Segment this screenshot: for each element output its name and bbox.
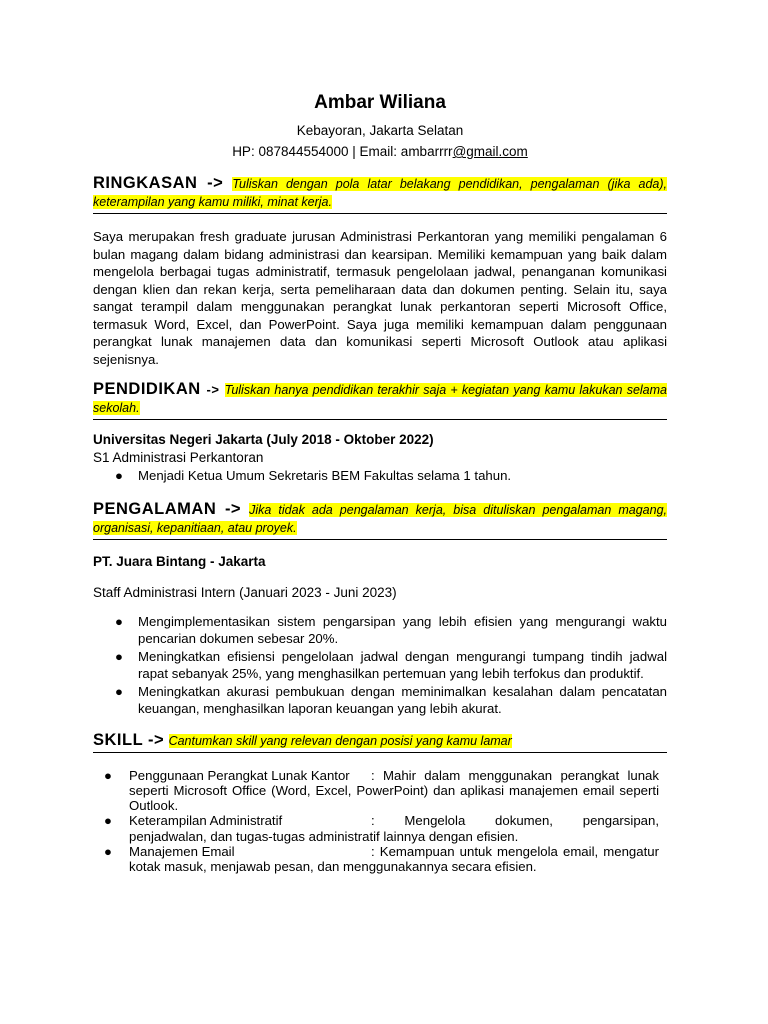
bullet-icon: ● [104,843,112,859]
summary-header [93,174,667,214]
summary-body: Saya merupakan fresh graduate jurusan Administrasi Perkantoran yang memiliki pengalaman 6 bulan magang dalam bidang administrasi dan kearsipan. Memiliki kemampuan yang baik dalam mengelola berbagai tugas administratif, termasuk pengelolaan jadwal, penanganan komunikasi dengan klien dan rekan kerja, serta pemeliharaan data dan dokumen penting. Selain itu, saya sangat terampil dalam menggunakan perangkat lunak perkantoran seperti Microsoft Office, termasuk Word, Excel, dan PowerPoint. Saya juga memiliki kemampuan dalam penggunaan perangkat lunak manajemen data dan komunikasi seperti Microsoft Outlook atau aplikasi sejenisnya. [93,229,667,367]
list-item: ● Meningkatkan efisiensi pengelolaan jadwal dengan mengurangi tumpang tindih jadwal rapat sebanyak 25%, yang menghasilkan pertemuan yang lebih terfokus dan produktif. [115,648,667,681]
education-title: PENDIDIKAN -> [93,380,220,398]
summary-hint: Tuliskan dengan pola latar belakang pendidikan, pengalaman (jika ada), keterampilan yang kamu miliki, minat kerja. [93,177,667,209]
skill-name: Penggunaan Perangkat Lunak Kantor [129,767,350,783]
experience-hint: Jika tidak ada pengalaman kerja, bisa dituliskan pengalaman magang, organisasi, kepanitiaan, atau proyek. [93,502,667,535]
summary-title: RINGKASAN -> [93,174,224,192]
skill-list [93,768,667,875]
list-item [93,768,667,814]
education-header [93,380,667,420]
contact-line [93,141,667,162]
experience-company: PT. Juara Bintang - Jakarta [93,553,266,569]
education-school: Universitas Negeri Jakarta (July 2018 - Oktober 2022) [93,432,434,447]
experience-list [93,613,667,718]
contact-text: HP: 087844554000 | Email: ambarrrr [232,144,453,159]
list-item: ● Menjadi Ketua Umum Sekretaris BEM Fakultas selama 1 tahun. [115,468,512,483]
bullet-icon: ● [115,683,123,699]
education-degree: S1 Administrasi Perkantoran [93,450,264,465]
bullet-icon: ● [115,468,123,483]
skill-name: Manajemen Email [129,843,235,859]
location: Kebayoran, Jakarta Selatan [296,123,464,138]
bullet-icon: ● [115,648,123,664]
education-list [93,467,667,485]
education-hint: Tuliskan hanya pendidikan terakhir saja + kegiatan yang kamu lakukan selama sekolah. [93,383,667,415]
experience-role: Staff Administrasi Intern (Januari 2023 - Juni 2023) [93,584,397,600]
experience-title: PENGALAMAN -> [93,499,242,518]
skill-desc: : Kemampuan untuk mengelola email, mengatur kotak masuk, menjawab pesan, dan menggunakannya secara efisien. [129,843,659,875]
experience-header [93,500,667,540]
bullet-icon: ● [104,767,112,783]
bullet-icon: ● [115,613,123,629]
list-item: ● Mengimplementasikan sistem pengarsipan yang lebih efisien yang mengurangi waktu pencarian dokumen sebesar 20%. [115,613,667,646]
candidate-name: Ambar Wiliana [314,92,446,113]
skill-desc: : Mengelola dokumen, pengarsipan, penjadwalan, dan tugas-tugas administratif lainnya dengan efisien. [129,813,659,844]
list-item [93,844,667,875]
resume-page [93,92,667,875]
list-item: ● Meningkatkan akurasi pembukuan dengan meminimalkan kesalahan dalam pencatatan keuangan, menghasilkan laporan keuangan yang lebih akurat. [115,683,667,716]
email-link[interactable]: @gmail.com [452,144,528,159]
list-item [93,813,667,844]
skill-title: SKILL -> [93,730,165,749]
skill-desc: : Mahir dalam menggunakan perangkat lunak seperti Microsoft Office (Word, Excel, PowerPoint) dan aplikasi manajemen email seperti Outlook. [129,767,659,814]
bullet-icon: ● [104,813,112,829]
skill-header [93,731,667,753]
skill-hint: Cantumkan skill yang relevan dengan posisi yang kamu lamar [168,733,512,748]
skill-name: Keterampilan Administratif [129,813,283,829]
